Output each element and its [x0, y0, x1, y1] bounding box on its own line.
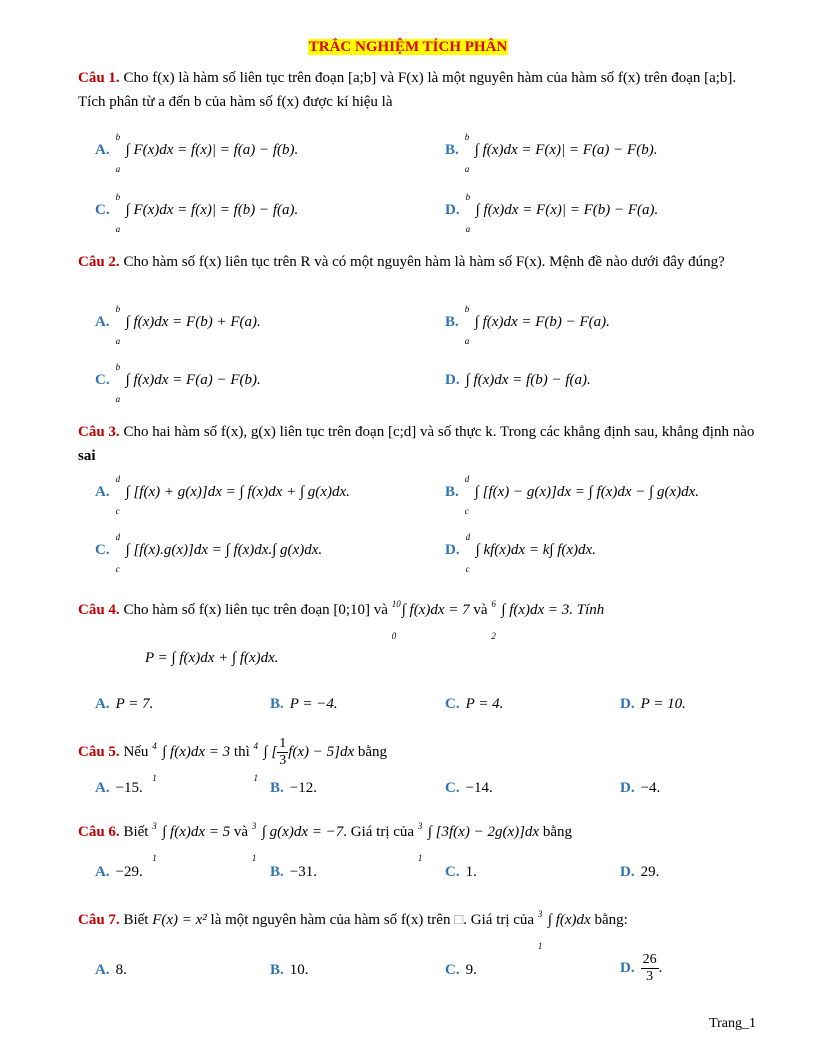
question-5: Câu 5. Nếu 4 1 ∫ f(x)dx = 3 thì 4 1 ∫ [ $\frac{1}{3}$ f(x) − 5]dx bằng	[78, 736, 388, 783]
option-a[interactable]: A. P = 7.	[95, 696, 154, 712]
option-c[interactable]: C. b a ∫ F(x)dx = f(x)| = f(b) − f(a).	[95, 192, 299, 234]
option-c[interactable]: C. 1.	[445, 864, 477, 880]
missing-glyph-icon: □	[454, 912, 464, 928]
option-b[interactable]: B. 10.	[270, 962, 309, 978]
option-b[interactable]: B. b a ∫ f(x)dx = F(b) − F(a).	[445, 304, 610, 346]
question-7: Câu 7. Biết F(x) = x² là một nguyên hàm của hàm số f(x) trên □. Giá trị của 3 1 ∫ f(x)dx bằng:	[78, 909, 628, 951]
page-title: TRẮC NGHIỆM TÍCH PHÂN	[308, 39, 508, 55]
option-c[interactable]: C. b a ∫ f(x)dx = F(a) − F(b).	[95, 362, 261, 404]
question-label: Câu 3.	[78, 424, 120, 440]
question-6: Câu 6. Biết 3 1 ∫ f(x)dx = 5 và 3 1 ∫ g(x)dx = −7. Giá trị của 3 1 ∫ [3f(x) − 2g(x)]dx bằng	[78, 821, 573, 863]
question-2	[78, 250, 758, 274]
option-d[interactable]: D. $\frac{26}{3}$ .	[620, 952, 663, 984]
option-d[interactable]: D. d c ∫ kf(x)dx = k∫ f(x)dx.	[445, 532, 596, 574]
option-c[interactable]: C. P = 4.	[445, 696, 504, 712]
option-a[interactable]: A. d c ∫ [f(x) + g(x)]dx = ∫ f(x)dx + ∫ g(x)dx.	[95, 474, 350, 516]
question-4: Câu 4. Cho hàm số f(x) liên tục trên đoạn [0;10] và 10 0 ∫ f(x)dx = 7 và 6 2 ∫ f(x)dx = 3. Tính	[78, 599, 605, 641]
option-a[interactable]: A. b a ∫ F(x)dx = f(x)| = f(a) − f(b).	[95, 132, 299, 174]
question-label: Câu 6.	[78, 824, 120, 840]
question-label: Câu 5.	[78, 743, 120, 760]
fraction-one-third: $\frac{1}{3}$	[279, 736, 287, 768]
question-1	[78, 66, 758, 114]
option-c[interactable]: C. d c ∫ [f(x).g(x)]dx = ∫ f(x)dx.∫ g(x)dx.	[95, 532, 323, 574]
option-b[interactable]: B. −31.	[270, 864, 317, 880]
question-text: Cho hàm số f(x) liên tục trên R và có một nguyên hàm là hàm số F(x). Mệnh đề nào dưới đây đúng?	[123, 254, 725, 270]
option-d[interactable]: D. 29.	[620, 864, 660, 880]
option-b[interactable]: B. P = −4.	[270, 696, 338, 712]
bold-word: sai	[78, 448, 96, 464]
question-label: Câu 4.	[78, 602, 120, 618]
option-d[interactable]: D. b a ∫ f(x)dx = F(x)| = F(b) − F(a).	[445, 192, 659, 234]
option-c[interactable]: C. 9.	[445, 962, 477, 978]
option-c[interactable]: C. −14.	[445, 780, 493, 796]
page-number: Trang_1	[709, 1016, 756, 1031]
option-b[interactable]: B. b a ∫ f(x)dx = F(x)| = F(a) − F(b).	[445, 132, 658, 174]
option-d[interactable]: D. P = 10.	[620, 696, 686, 712]
option-a[interactable]: A. b a ∫ f(x)dx = F(b) + F(a).	[95, 304, 261, 346]
option-d[interactable]: D. −4.	[620, 780, 661, 796]
option-a[interactable]: A. −29.	[95, 864, 143, 880]
question-4-expression: P = ∫ f(x)dx + ∫ f(x)dx.	[145, 650, 279, 666]
option-b[interactable]: B. d c ∫ [f(x) − g(x)]dx = ∫ f(x)dx − ∫ g(x)dx.	[445, 474, 700, 516]
question-3	[78, 420, 758, 468]
question-text: Cho hai hàm số f(x), g(x) liên tục trên đoạn [c;d] và số thực k. Trong các khẳng định sau, khẳng định nào	[123, 424, 755, 440]
question-label: Câu 7.	[78, 912, 120, 928]
fraction-26-thirds: $\frac{26}{3}$	[642, 952, 657, 984]
question-label: Câu 1.	[78, 70, 120, 86]
option-b[interactable]: B. −12.	[270, 780, 317, 796]
question-label: Câu 2.	[78, 254, 120, 270]
question-text: Cho f(x) là hàm số liên tục trên đoạn [a;b] và F(x) là một nguyên hàm của hàm số f(x) trên đoạn [a;b]. Tích phân từ a đến b của hàm số f(x) được kí hiệu là	[78, 70, 737, 110]
option-a[interactable]: A. 8.	[95, 962, 127, 978]
option-a[interactable]: A. −15.	[95, 780, 143, 796]
option-d[interactable]: D. ∫ f(x)dx = f(b) − f(a).	[445, 372, 591, 388]
